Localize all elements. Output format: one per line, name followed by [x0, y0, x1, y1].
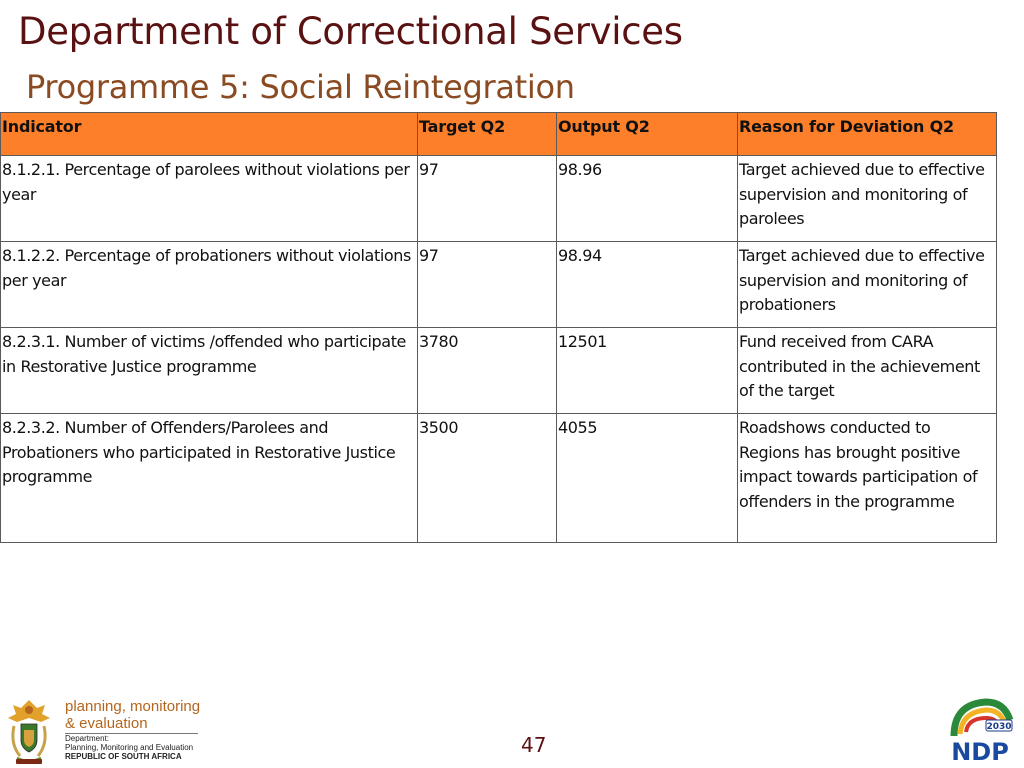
cell-output: 98.96 [557, 156, 738, 242]
cell-indicator: 8.2.3.1. Number of victims /offended who participate in Restorative Justice programme [1, 328, 418, 414]
dpme-country: REPUBLIC OF SOUTH AFRICA [65, 752, 182, 761]
page-number: 47 [521, 733, 547, 757]
cell-indicator: 8.1.2.2. Percentage of probationers without violations per year [1, 242, 418, 328]
dpme-line-2: & evaluation [65, 715, 148, 732]
coat-of-arms-icon [4, 696, 54, 766]
cell-reason: Fund received from CARA contributed in the achievement of the target [738, 328, 997, 414]
table-row [1, 414, 997, 543]
cell-target: 97 [418, 156, 557, 242]
cell-target: 3500 [418, 414, 557, 543]
cell-target: 97 [418, 242, 557, 328]
slide-title: Department of Correctional Services [18, 10, 683, 53]
cell-reason: Roadshows conducted to Regions has brought positive impact towards participation of offenders in the programme [738, 414, 997, 543]
dpme-department-text [65, 734, 193, 761]
dpme-line-1: planning, monitoring [65, 698, 201, 715]
cell-output: 12501 [557, 328, 738, 414]
ndp-2030-logo-icon [946, 696, 1014, 764]
cell-output: 98.94 [557, 242, 738, 328]
header-target-q2: Target Q2 [418, 113, 557, 156]
cell-reason: Target achieved due to effective supervision and monitoring of probationers [738, 242, 997, 328]
table-row [1, 242, 997, 328]
cell-reason: Target achieved due to effective supervision and monitoring of parolees [738, 156, 997, 242]
ndp-text: NDP [951, 738, 1009, 764]
slide-subtitle: Programme 5: Social Reintegration [26, 68, 575, 106]
header-output-q2: Output Q2 [557, 113, 738, 156]
dpme-logo [2, 696, 202, 768]
dpme-dept-label: Department: [65, 734, 110, 743]
header-indicator: Indicator [1, 113, 418, 156]
dpme-dept-name: Planning, Monitoring and Evaluation [65, 743, 194, 752]
ndp-year-text: 2030 [986, 722, 1012, 732]
indicator-table [0, 112, 997, 543]
cell-indicator: 8.1.2.1. Percentage of parolees without violations per year [1, 156, 418, 242]
table-header-row [1, 113, 997, 156]
cell-output: 4055 [557, 414, 738, 543]
cell-indicator: 8.2.3.2. Number of Offenders/Parolees and Probationers who participated in Restorative Justice programme [1, 414, 418, 543]
dpme-logo-text [65, 698, 200, 732]
table-row [1, 328, 997, 414]
cell-target: 3780 [418, 328, 557, 414]
header-reason-deviation-q2: Reason for Deviation Q2 [738, 113, 997, 156]
table-row [1, 156, 997, 242]
